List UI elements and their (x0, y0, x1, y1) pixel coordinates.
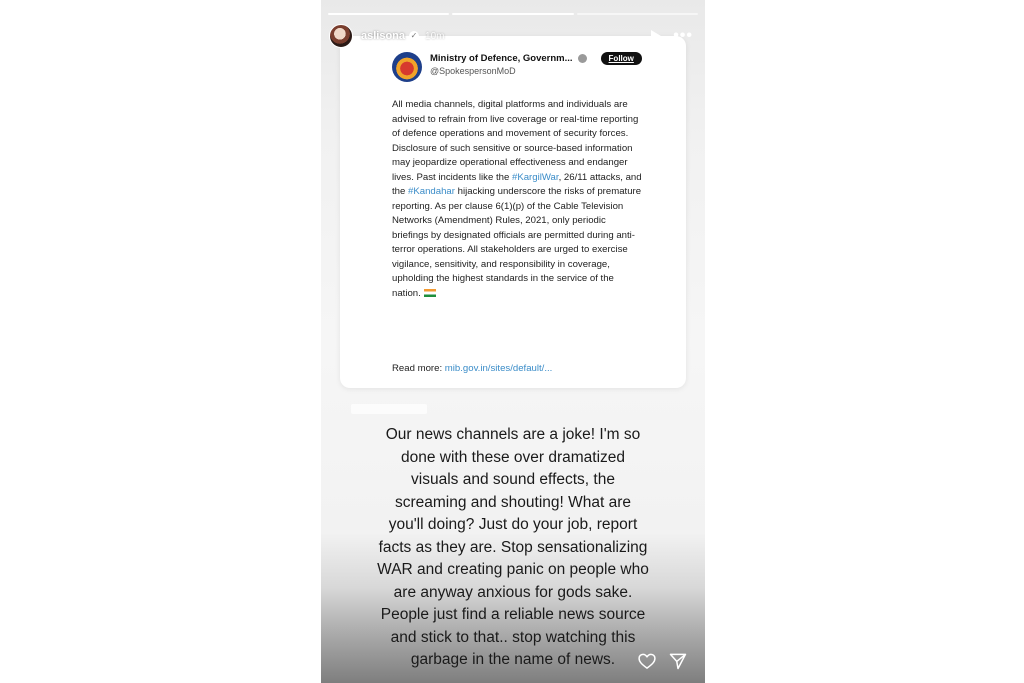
play-icon[interactable] (651, 30, 661, 42)
avatar[interactable] (329, 24, 353, 48)
post-text-part: hijacking underscore the risks of premature reporting. As per clause 6(1)(p) of the Cable Television Networks (Amendment) Rules, 2021, only periodic briefings by designated officials are permitted during anti-terror operations. All stakeholders are urged to exercise vigilance, sensitivity, and responsibility in coverage, upholding the highest standards in the service of the nation. (392, 186, 642, 299)
story-header (329, 24, 693, 48)
account-name-row (430, 52, 642, 65)
verified-icon: ✓ (410, 31, 418, 40)
caption-line: People just find a reliable news source (380, 606, 646, 623)
post-text-part: All media channels, digital platforms and individuals are advised to refrain from live coverage or real-time reporting of defence operations and movement of security forces. Disclosure of such sensitive or source-based information may jeopardize operational effectiveness and endanger lives. Past incidents like the (392, 99, 639, 183)
heart-icon[interactable] (637, 651, 657, 671)
india-flag-icon (424, 289, 436, 297)
read-more-label: Read more: (392, 363, 443, 374)
source-watermark (351, 404, 427, 414)
caption-line: screaming and shouting! What are (394, 493, 632, 511)
account-name[interactable]: Ministry of Defence, Governm... (430, 53, 573, 64)
post-text-part: , 26/11 attacks, and the (392, 171, 642, 197)
caption-line: facts as they are. Stop sensationalizing (378, 538, 648, 556)
shared-post-card[interactable] (340, 36, 686, 388)
hashtag-link[interactable]: #Kandahar (408, 186, 455, 197)
caption-line: and stick to that.. stop watching this (390, 628, 636, 646)
progress-segment (452, 13, 573, 15)
story-progress-bar (328, 13, 698, 15)
government-badge-icon (578, 54, 587, 63)
story-caption (321, 424, 705, 672)
hashtag-link[interactable]: #KargilWar (511, 171, 559, 183)
story-username[interactable]: aslisona (361, 30, 406, 42)
caption-line: garbage in the name of news. (410, 651, 616, 668)
read-more-row (392, 363, 552, 374)
story-actions (651, 27, 693, 44)
follow-button[interactable]: Follow (601, 52, 642, 65)
progress-segment (328, 13, 449, 15)
caption-line: you'll doing? Just do your job, report (388, 516, 638, 533)
progress-segment (577, 13, 698, 15)
send-icon[interactable] (668, 651, 688, 671)
caption-line: Our news channels are a joke! I'm so (385, 426, 641, 443)
caption-line: done with these over dramatized (400, 448, 626, 466)
more-icon[interactable]: ••• (673, 27, 693, 44)
caption-line: WAR and creating panic on people who (377, 561, 649, 578)
story-viewer (321, 0, 705, 683)
read-more-link[interactable]: mib.gov.in/sites/default/... (444, 363, 553, 374)
story-timestamp: 10m (425, 30, 445, 42)
account-handle[interactable]: @SpokespersonMoD (430, 66, 516, 76)
caption-line: are anyway anxious for gods sake. (393, 583, 633, 601)
caption-line: visuals and sound effects, the (411, 471, 615, 488)
account-emblem-avatar[interactable] (392, 52, 422, 82)
post-header (392, 52, 642, 82)
post-text (392, 98, 642, 301)
